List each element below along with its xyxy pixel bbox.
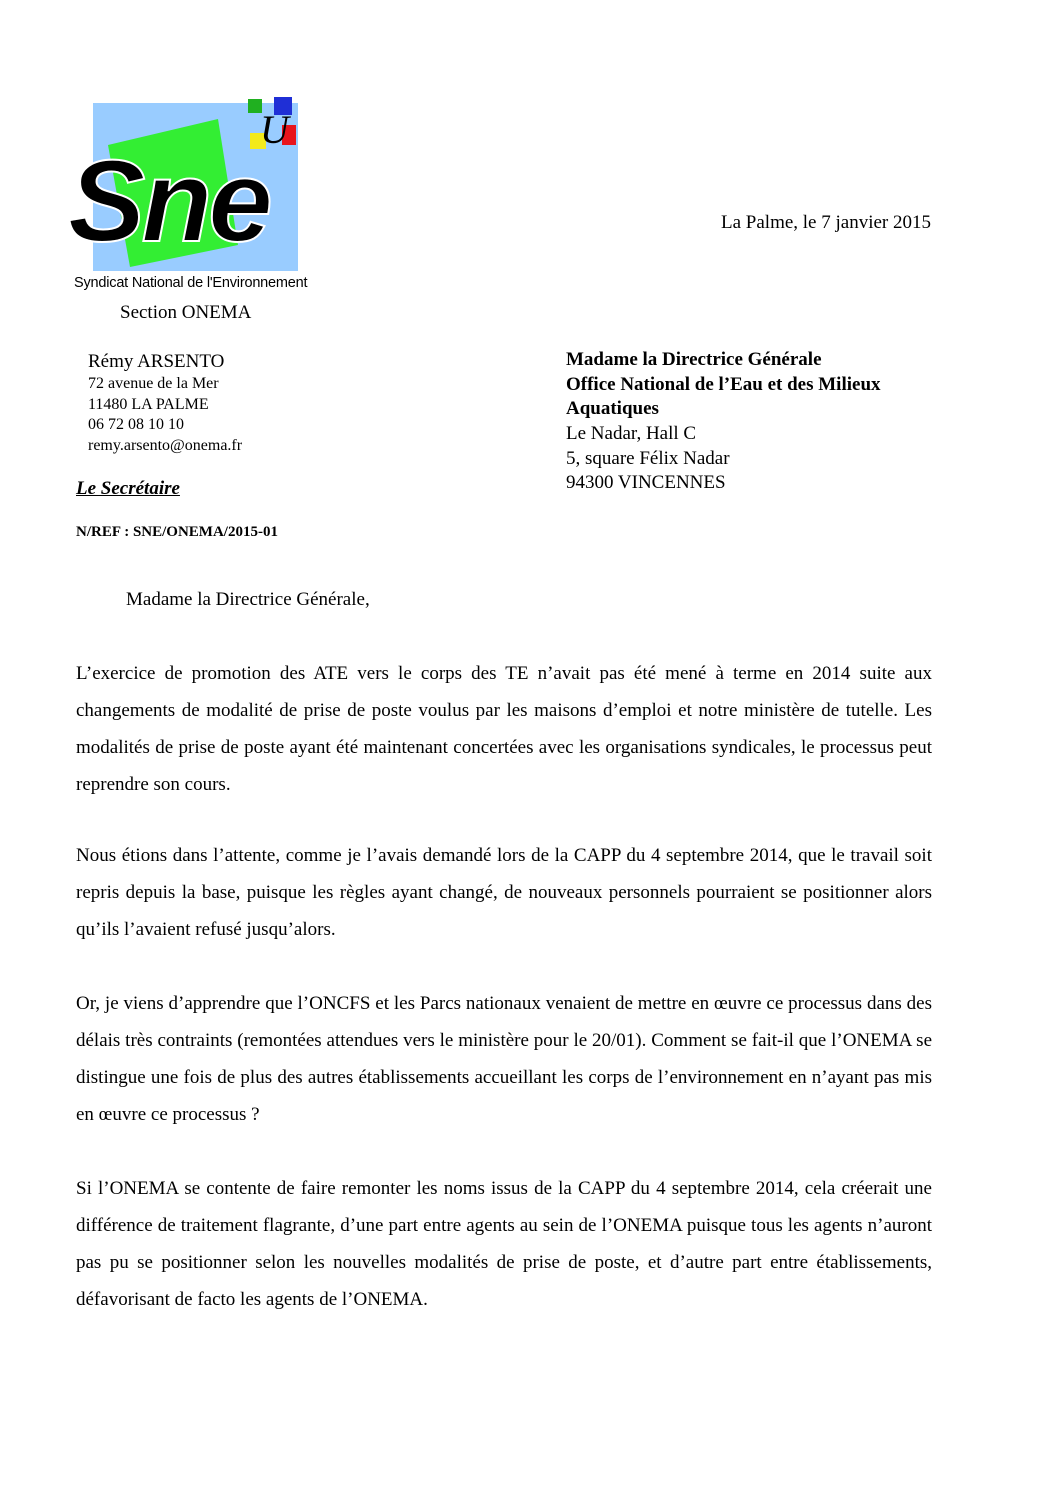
recipient-address-line-1: Le Nadar, Hall C (566, 423, 697, 444)
recipient-organization-line-1: Office National de l’Eau et des Milieux (566, 374, 881, 395)
body-paragraph-3: Or, je viens d’apprendre que l’ONCFS et les Parcs nationaux venaient de mettre en œuvre ce processus dans des délais très contraints (remontées attendues vers le ministère pour le 20/01). Comment se fait-il que l’ONEMA se distingue une fois de plus des autres établissements accueillant les corps de l’environnement en n’ayant pas mis en œuvre ce processus ? (76, 993, 932, 1125)
logo-wordmark: Sne (68, 136, 269, 266)
recipient-title: Madame la Directrice Générale (566, 349, 822, 370)
sender-city: 11480 LA PALME (88, 396, 209, 413)
section-name: Section ONEMA (120, 302, 252, 323)
sne-logo-graphic (60, 95, 310, 295)
salutation: Madame la Directrice Générale, (126, 589, 370, 610)
sender-phone: 06 72 08 10 10 (88, 416, 184, 433)
recipient-address-line-2: 5, square Félix Nadar (566, 448, 730, 469)
sender-address: 72 avenue de la Mer (88, 375, 219, 392)
logo-u-mark: U (260, 107, 289, 152)
logo-subtitle: Syndicat National de l'Environnement (74, 275, 308, 291)
body-paragraph-1: L’exercice de promotion des ATE vers le corps des TE n’avait pas été mené à terme en 2014 suite aux changements de modalité de prise de poste voulus par les maisons d’emploi et notre ministère de tutelle. Les modalités de prise de poste ayant été maintenant concertées avec les organisations syndicales, le processus peut reprendre son cours. (76, 663, 932, 795)
reference-number: N/REF : SNE/ONEMA/2015-01 (76, 524, 278, 540)
body-paragraph-2: Nous étions dans l’attente, comme je l’avais demandé lors de la CAPP du 4 septembre 2014, que le travail soit repris depuis la base, puisque les règles ayant changé, de nouveaux personnels pourraient se positionner alors qu’ils l’avaient refusé jusqu’alors. (76, 845, 932, 940)
recipient-organization-line-2: Aquatiques (566, 398, 659, 419)
sender-email: remy.arsento@onema.fr (88, 437, 243, 454)
body-paragraph-4: Si l’ONEMA se contente de faire remonter les noms issus de la CAPP du 4 septembre 2014, cela créerait une différence de traitement flagrante, d’une part entre agents au sein de l’ONEMA puisque tous les agents n’auront pas pu se positionner selon les nouvelles modalités de prise de poste, et d’autre part entre établissements, défavorisant de facto les agents de l’ONEMA. (76, 1178, 932, 1310)
recipient-address-line-3: 94300 VINCENNES (566, 472, 726, 493)
sender-role: Le Secrétaire (76, 478, 180, 499)
sender-name: Rémy ARSENTO (88, 351, 225, 372)
sne-logo (60, 95, 310, 295)
letter-date: La Palme, le 7 janvier 2015 (721, 212, 931, 233)
